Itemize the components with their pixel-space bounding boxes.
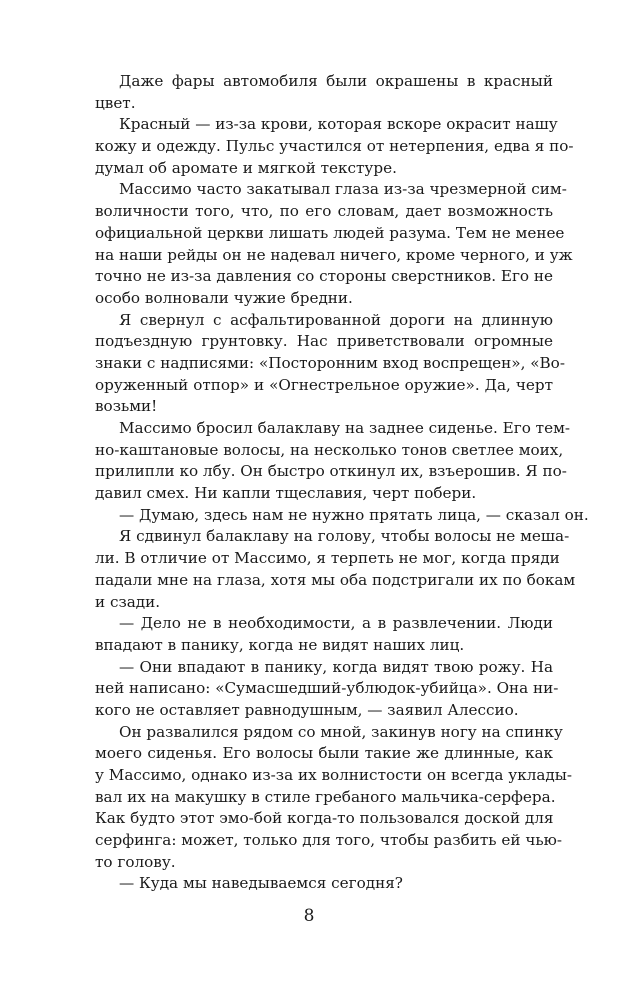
text-line: — Думаю, здесь нам не нужно прятать лица, — сказал он. [119,505,589,524]
text-line: воличности того, что, по его словам, дает возможность [95,202,553,221]
text-line: то голову. [95,852,176,871]
text-line: у Массимо, однако из-за их волнистости он всегда уклады- [95,766,572,784]
text-line: ли. В отличие от Массимо, я терпеть не мог, когда пряди [95,549,560,568]
text-line: оруженный отпор» и «Огнестрельное оружие». Да, черт [95,375,553,394]
text-line: Массимо часто закатывал глаза из-за чрезмерной сим- [119,180,567,199]
text-line: Красный — из-за крови, которая вскоре окрасит нашу [119,115,558,134]
text-line: ней написано: «Сумасшедший-ублюдок-убийца». Она ни- [95,679,559,698]
text-line: на наши рейды он не надевал ничего, кроме черного, и уж [95,245,573,264]
paragraph [95,526,576,613]
paragraph [95,657,559,722]
paragraph [95,310,565,418]
text-line: давил смех. Ни капли тщеславия, черт побери. [95,484,477,503]
text-line: Я сдвинул балаклаву на голову, чтобы волосы не меша- [119,527,570,546]
text-line: — Куда мы наведываемся сегодня? [119,874,403,893]
text-line: Я свернул с асфальтированной дороги на длинную [119,310,553,329]
book-page-text [95,71,589,895]
text-line: знаки с надписями: «Посторонним вход воспрещен», «Во- [95,353,565,372]
text-line: точно не из-за давления со стороны сверстников. Его не [95,267,553,286]
text-line: официальной церкви лишать людей разума. Тем не менее [95,223,565,242]
paragraph [95,418,571,505]
text-line: впадают в панику, когда не видят наших лиц. [95,635,465,654]
text-line: Как будто этот эмо-бой когда-то пользовался доской для [95,809,554,828]
paragraph [95,114,574,179]
text-line: возьми! [95,397,158,416]
text-line: — Они впадают в панику, когда видят твою рожу. На [119,657,553,676]
text-line: моего сиденья. Его волосы были такие же длинные, как [95,744,553,763]
paragraph [95,722,572,874]
text-line: кожу и одежду. Пульс участился от нетерпения, едва я по- [95,137,574,156]
paragraph [95,505,589,527]
text-line: цвет. [95,93,136,112]
text-line: кого не оставляет равнодушным, — заявил Алессио. [95,700,519,719]
text-line: но-каштановые волосы, на несколько тонов светлее моих, [95,440,564,459]
text-line: прилипли ко лбу. Он быстро откинул их, взъерошив. Я по- [95,462,567,481]
text-line: особо волновали чужие бредни. [95,288,353,307]
page-number: 8 [303,906,315,926]
text-line: серфинга: может, только для того, чтобы разбить ей чью- [95,831,562,850]
text-line: думал об аромате и мягкой текстуре. [95,158,397,177]
paragraph [95,613,553,656]
text-line: — Дело не в необходимости, а в развлечении. Люди [119,614,553,633]
paragraph [95,873,553,895]
text-line: Даже фары автомобиля были окрашены в красный [119,72,553,90]
text-line: Он развалился рядом со мной, закинув ногу на спинку [119,722,563,741]
text-line: вал их на макушку в стиле гребаного мальчика-серфера. [95,787,556,806]
text-line: Массимо бросил балаклаву на заднее сиденье. Его тем- [119,419,571,437]
paragraph [95,179,573,309]
text-line: и сзади. [95,592,161,611]
text-line: подъездную грунтовку. Нас приветствовали огромные [95,332,553,351]
paragraph [95,71,553,114]
text-line: падали мне на глаза, хотя мы оба подстригали их по бокам [95,570,576,589]
